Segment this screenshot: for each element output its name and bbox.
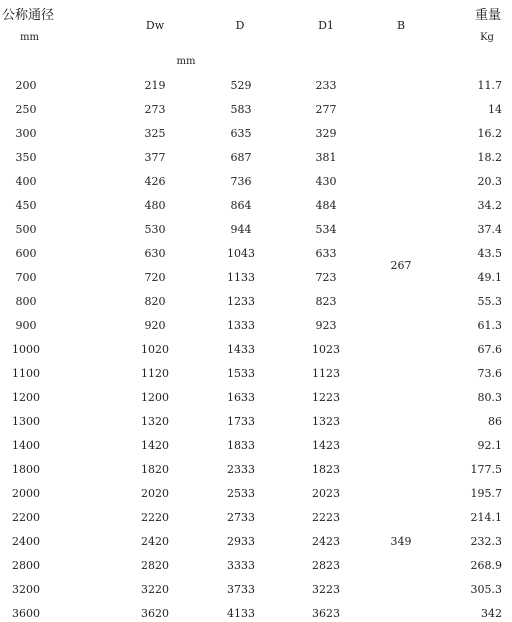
cell-d: 864 <box>230 199 252 212</box>
cell-weight: 214.1 <box>470 511 502 524</box>
cell-d: 1433 <box>227 343 255 356</box>
cell-dw: 1120 <box>141 367 169 380</box>
cell-dw: 377 <box>144 151 166 164</box>
cell-d1: 1223 <box>312 391 340 404</box>
cell-d1: 633 <box>315 247 337 260</box>
cell-nominal: 2400 <box>12 535 40 548</box>
cell-dw: 2820 <box>141 559 169 572</box>
cell-dw: 920 <box>144 319 166 332</box>
cell-dw: 426 <box>144 175 166 188</box>
cell-nominal: 500 <box>15 223 37 236</box>
cell-nominal: 400 <box>15 175 37 188</box>
b-value-group-2: 349 <box>390 535 412 548</box>
header-d: D <box>235 19 245 32</box>
cell-d1: 484 <box>315 199 337 212</box>
cell-weight: 49.1 <box>477 271 502 284</box>
cell-d1: 1823 <box>312 463 340 476</box>
cell-weight: 305.3 <box>470 583 502 596</box>
cell-dw: 1020 <box>141 343 169 356</box>
cell-weight: 342 <box>481 607 502 620</box>
cell-dw: 1200 <box>141 391 169 404</box>
cell-dw: 2420 <box>141 535 169 548</box>
cell-d: 2333 <box>227 463 255 476</box>
cell-d: 1233 <box>227 295 255 308</box>
cell-weight: 80.3 <box>477 391 502 404</box>
cell-d: 635 <box>230 127 252 140</box>
cell-weight: 55.3 <box>477 295 502 308</box>
cell-weight: 195.7 <box>470 487 502 500</box>
cell-weight: 14 <box>488 103 502 116</box>
cell-d: 736 <box>230 175 252 188</box>
header-weight-unit: Kg <box>480 32 494 43</box>
cell-dw: 1420 <box>141 439 169 452</box>
cell-weight: 268.9 <box>470 559 502 572</box>
cell-nominal: 1000 <box>12 343 40 356</box>
header-nominal-unit: mm <box>20 32 39 43</box>
cell-nominal: 800 <box>15 295 37 308</box>
cell-weight: 86 <box>488 415 502 428</box>
cell-nominal: 1200 <box>12 391 40 404</box>
cell-weight: 16.2 <box>477 127 502 140</box>
cell-nominal: 2200 <box>12 511 40 524</box>
header-d1: D1 <box>318 19 334 32</box>
cell-weight: 232.3 <box>470 535 502 548</box>
cell-nominal: 3600 <box>12 607 40 620</box>
cell-d1: 430 <box>315 175 337 188</box>
cell-dw: 480 <box>144 199 166 212</box>
cell-nominal: 1300 <box>12 415 40 428</box>
cell-nominal: 1400 <box>12 439 40 452</box>
cell-d1: 2423 <box>312 535 340 548</box>
cell-weight: 67.6 <box>477 343 502 356</box>
cell-dw: 325 <box>144 127 166 140</box>
cell-d1: 3223 <box>312 583 340 596</box>
cell-weight: 37.4 <box>477 223 502 236</box>
cell-d: 2733 <box>227 511 255 524</box>
cell-nominal: 1100 <box>12 367 40 380</box>
cell-dw: 820 <box>144 295 166 308</box>
cell-d: 3333 <box>227 559 255 572</box>
cell-d1: 1423 <box>312 439 340 452</box>
cell-nominal: 900 <box>15 319 37 332</box>
cell-weight: 43.5 <box>477 247 502 260</box>
cell-nominal: 2000 <box>12 487 40 500</box>
cell-dw: 219 <box>144 79 166 92</box>
cell-weight: 61.3 <box>477 319 502 332</box>
cell-d: 687 <box>230 151 252 164</box>
cell-d1: 1323 <box>312 415 340 428</box>
cell-dw: 630 <box>144 247 166 260</box>
cell-weight: 20.3 <box>477 175 502 188</box>
cell-d1: 381 <box>315 151 337 164</box>
cell-d: 4133 <box>227 607 255 620</box>
cell-d: 1633 <box>227 391 255 404</box>
cell-d: 1133 <box>227 271 255 284</box>
cell-d: 1833 <box>227 439 255 452</box>
cell-d: 583 <box>230 103 252 116</box>
cell-d1: 534 <box>315 223 337 236</box>
cell-nominal: 300 <box>15 127 37 140</box>
cell-weight: 92.1 <box>477 439 502 452</box>
cell-dw: 720 <box>144 271 166 284</box>
cell-nominal: 200 <box>15 79 37 92</box>
cell-d1: 1123 <box>312 367 340 380</box>
cell-d: 2933 <box>227 535 255 548</box>
cell-d: 1733 <box>227 415 255 428</box>
cell-d: 529 <box>230 79 252 92</box>
cell-d1: 723 <box>315 271 337 284</box>
cell-nominal: 700 <box>15 271 37 284</box>
cell-nominal: 1800 <box>12 463 40 476</box>
header-dim-unit: mm <box>176 56 196 67</box>
cell-d1: 277 <box>315 103 337 116</box>
cell-d: 2533 <box>227 487 255 500</box>
cell-d: 1043 <box>227 247 255 260</box>
cell-nominal: 350 <box>15 151 37 164</box>
header-dw: Dw <box>145 19 165 32</box>
cell-weight: 177.5 <box>470 463 502 476</box>
cell-d: 3733 <box>227 583 255 596</box>
cell-dw: 2020 <box>141 487 169 500</box>
cell-d1: 329 <box>315 127 337 140</box>
cell-d: 1533 <box>227 367 255 380</box>
cell-d1: 1023 <box>312 343 340 356</box>
cell-dw: 2220 <box>141 511 169 524</box>
cell-d1: 3623 <box>312 607 340 620</box>
cell-nominal: 600 <box>15 247 37 260</box>
cell-dw: 1320 <box>141 415 169 428</box>
cell-dw: 530 <box>144 223 166 236</box>
cell-weight: 11.7 <box>477 79 502 92</box>
cell-d1: 923 <box>315 319 337 332</box>
cell-nominal: 250 <box>15 103 37 116</box>
cell-dw: 1820 <box>141 463 169 476</box>
cell-dw: 273 <box>144 103 166 116</box>
header-weight: 重量 <box>474 8 502 23</box>
cell-nominal: 3200 <box>12 583 40 596</box>
cell-dw: 3220 <box>141 583 169 596</box>
cell-weight: 34.2 <box>477 199 502 212</box>
cell-d: 1333 <box>227 319 255 332</box>
b-value-group-1: 267 <box>390 259 412 272</box>
cell-d: 944 <box>230 223 252 236</box>
cell-weight: 18.2 <box>477 151 502 164</box>
cell-d1: 2023 <box>312 487 340 500</box>
cell-dw: 3620 <box>141 607 169 620</box>
header-b: B <box>396 19 406 32</box>
cell-d1: 2223 <box>312 511 340 524</box>
cell-nominal: 450 <box>15 199 37 212</box>
cell-d1: 823 <box>315 295 337 308</box>
cell-d1: 233 <box>315 79 337 92</box>
cell-nominal: 2800 <box>12 559 40 572</box>
cell-weight: 73.6 <box>477 367 502 380</box>
header-nominal-diameter: 公称通径 <box>2 8 55 23</box>
cell-d1: 2823 <box>312 559 340 572</box>
